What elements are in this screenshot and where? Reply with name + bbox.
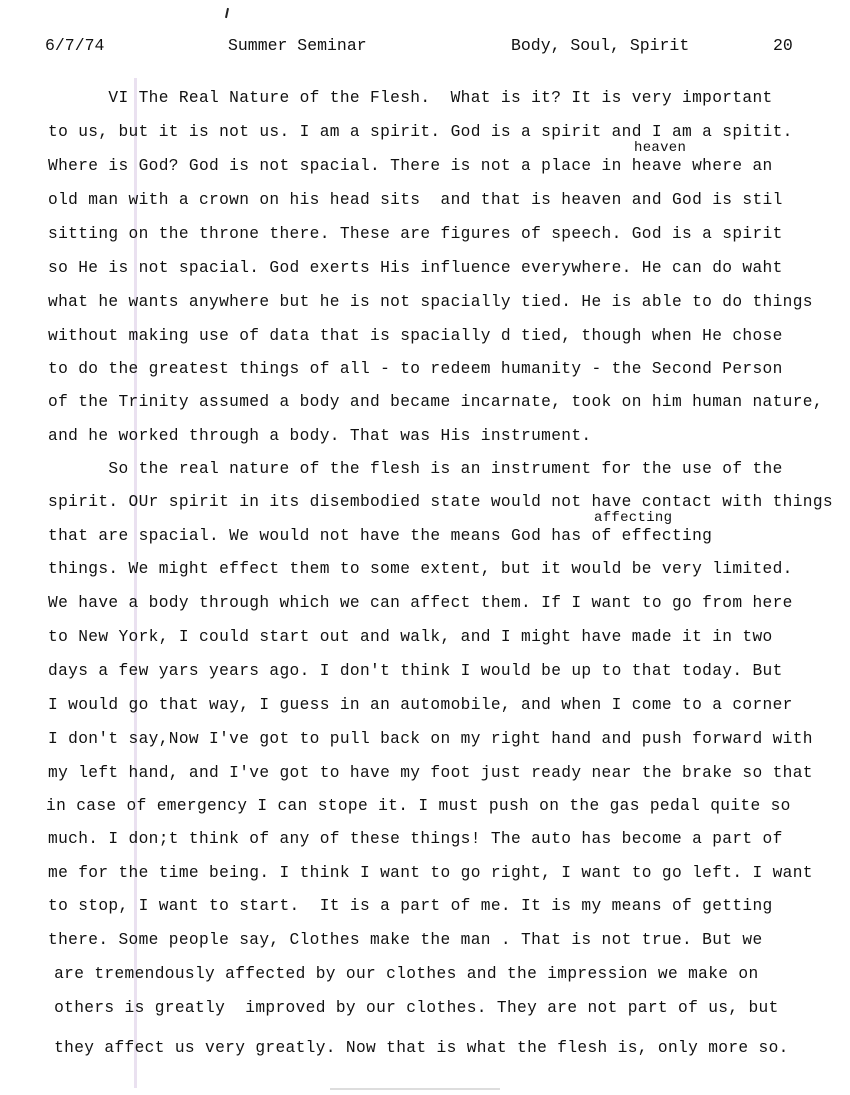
text-line: there. Some people say, Clothes make the man . That is not true. But we (48, 931, 763, 949)
text-line: to stop, I want to start. It is a part of me. It is my means of getting (48, 897, 773, 915)
text-line: things. We might effect them to some extent, but it would be very limited. (48, 560, 793, 578)
text-line: So the real nature of the flesh is an instrument for the use of the (48, 460, 783, 478)
header-series: Summer Seminar (228, 36, 367, 55)
text-line: to do the greatest things of all - to redeem humanity - the Second Person (48, 360, 783, 378)
top-mark (225, 8, 229, 18)
text-line: I would go that way, I guess in an automobile, and when I come to a corner (48, 696, 793, 714)
text-line: of the Trinity assumed a body and became incarnate, took on him human nature, (48, 393, 823, 411)
text-line: are tremendously affected by our clothes and the impression we make on (44, 965, 759, 983)
text-line: spirit. OUr spirit in its disembodied state would not have contact with things (48, 493, 833, 511)
text-line: to us, but it is not us. I am a spirit. God is a spirit and I am a spitit. (48, 123, 793, 141)
text-line: what he wants anywhere but he is not spacially tied. He is able to do things (48, 293, 813, 311)
text-line: Where is God? God is not spacial. There is not a place in heave where an (48, 157, 773, 175)
text-line: We have a body through which we can affect them. If I want to go from here (48, 594, 793, 612)
text-line: days a few yars years ago. I don't think I would be up to that today. But (48, 662, 783, 680)
page-header (0, 36, 850, 60)
text-line: others is greatly improved by our clothes. They are not part of us, but (44, 999, 779, 1017)
text-line: I don't say,Now I've got to pull back on my right hand and push forward with (48, 730, 813, 748)
header-date: 6/7/74 (45, 36, 105, 55)
text-line: and he worked through a body. That was His instrument. (48, 427, 592, 445)
text-line: to New York, I could start out and walk, and I might have made it in two (48, 628, 773, 646)
text-line: so He is not spacial. God exerts His influence everywhere. He can do waht (48, 259, 783, 277)
insertion-heaven: heaven (634, 140, 687, 156)
text-line: sitting on the throne there. These are figures of speech. God is a spirit (48, 225, 783, 243)
text-line: me for the time being. I think I want to go right, I want to go left. I want (48, 864, 813, 882)
text-line: much. I don;t think of any of these things! The auto has become a part of (48, 830, 783, 848)
insertion-affecting: affecting (594, 510, 673, 526)
text-line: old man with a crown on his head sits and that is heaven and God is stil (48, 191, 783, 209)
text-line: they affect us very greatly. Now that is what the flesh is, only more so. (44, 1039, 789, 1057)
text-line: my left hand, and I've got to have my foot just ready near the brake so that (48, 764, 813, 782)
header-topic: Body, Soul, Spirit (511, 36, 690, 55)
text-line: without making use of data that is spacially d tied, though when He chose (48, 327, 783, 345)
scan-smudge (330, 1088, 500, 1090)
text-line: VI The Real Nature of the Flesh. What is it? It is very important (48, 89, 773, 107)
text-line: that are spacial. We would not have the means God has of effecting (48, 527, 713, 545)
text-line: in case of emergency I can stope it. I must push on the gas pedal quite so (46, 797, 791, 815)
header-page-number: 20 (773, 36, 793, 55)
